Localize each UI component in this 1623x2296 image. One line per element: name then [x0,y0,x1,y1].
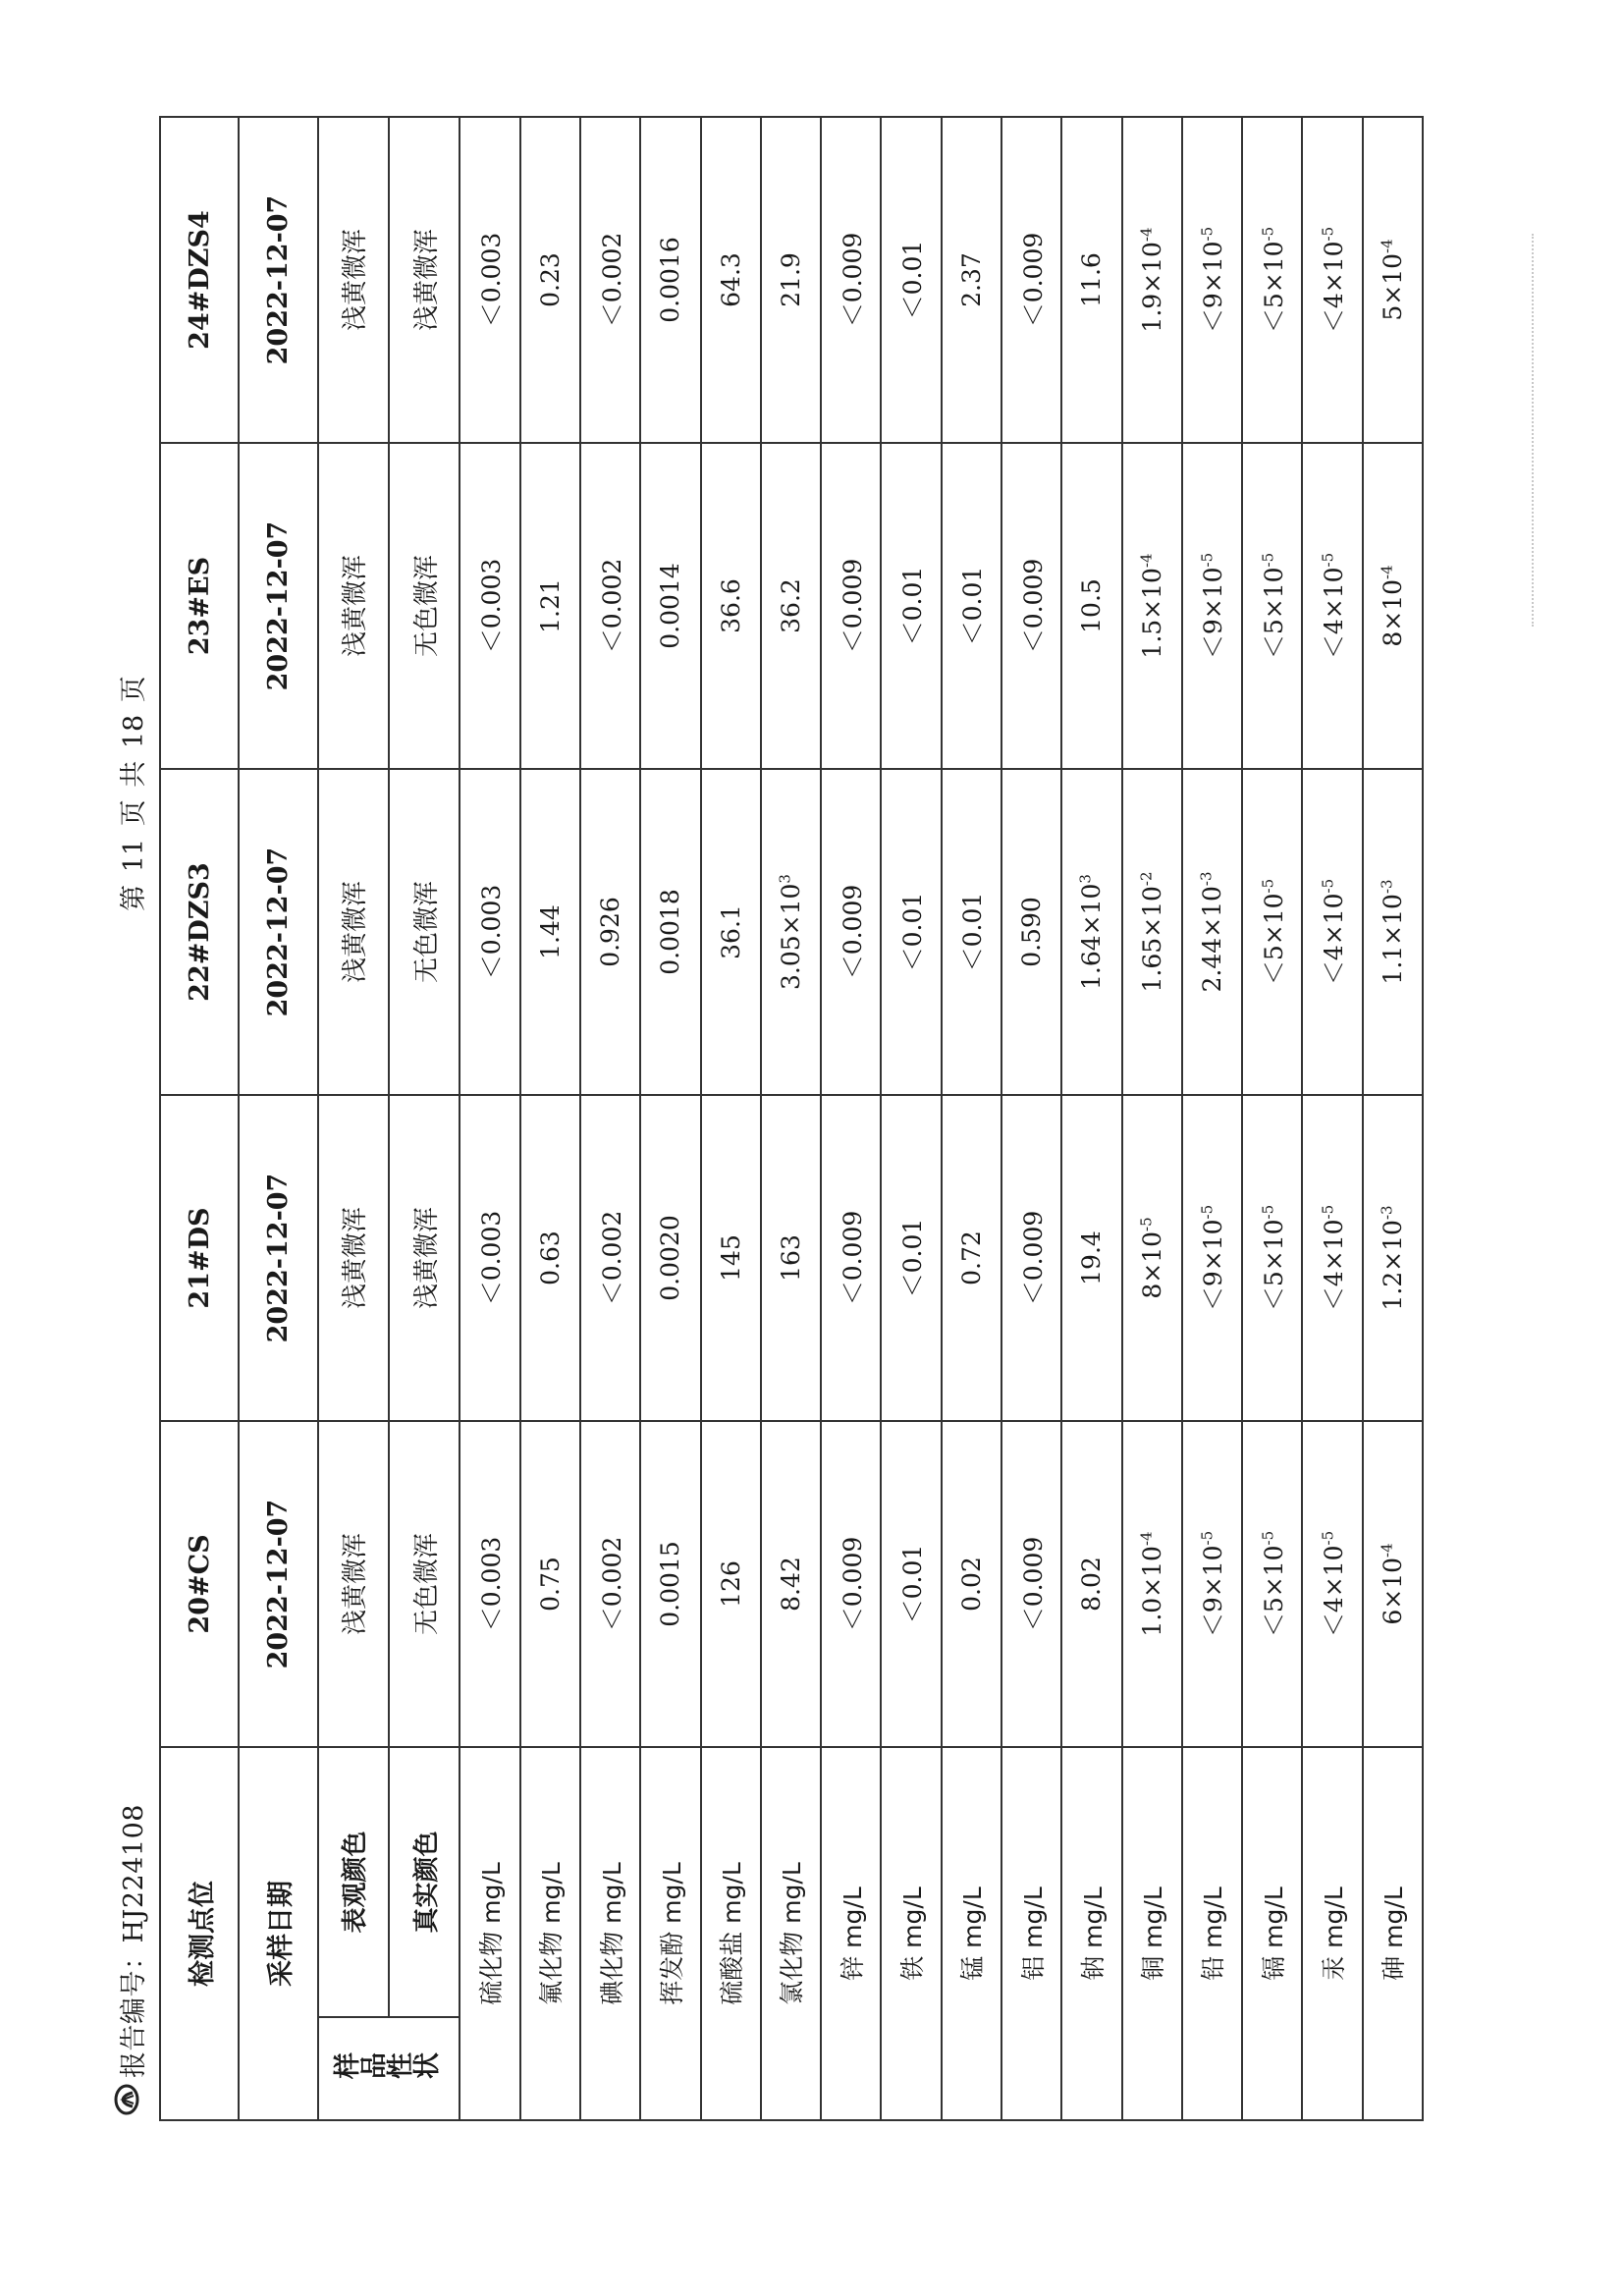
exponent: -5 [1259,226,1277,242]
parameter-label: 氟化物 mg/L [520,1747,580,2120]
parameter-label: 氯化物 mg/L [761,1747,821,2120]
measurement-value: ＜0.01 [942,769,1001,1095]
measurement-value: $8\times 10^{-4}$ [1363,443,1423,769]
measurement-value: 10.5 [1061,443,1121,769]
measurement-value: ＜0.01 [881,1095,941,1421]
parameter-label: 硫酸盐 mg/L [701,1747,761,2120]
station-row [160,117,239,2120]
measurement-value: ＜0.009 [1001,1421,1061,1747]
measurement-row [1363,117,1423,2120]
exponent: -5 [1137,1217,1156,1231]
measurement-value: ＜0.009 [821,1421,881,1747]
measurement-value: ＜0.003 [460,1421,519,1747]
parameter-label: 铁 mg/L [881,1747,941,2120]
parameter-label: 钠 mg/L [1061,1747,1121,2120]
parameter-label: 砷 mg/L [1363,1747,1423,2120]
measurement-value: ＜0.003 [460,443,519,769]
parameter-label: 锌 mg/L [821,1747,881,2120]
measurement-value: $1.0\times 10^{-4}$ [1122,1421,1182,1747]
apparent-color-value: 浅黄微浑 [318,117,389,443]
measurement-value: ＜0.002 [580,117,640,443]
measurement-value: $2.44\times 10^{-3}$ [1182,769,1242,1095]
measurement-row [580,117,640,2120]
true-color-value: 无色微浑 [389,443,460,769]
measurement-value: 21.9 [761,117,821,443]
measurement-value: $<4\times 10^{-5}$ [1302,117,1362,443]
measurement-value: 0.590 [1001,769,1061,1095]
measurement-value: 0.23 [520,117,580,443]
exponent: -4 [1137,1531,1156,1547]
measurement-value: 0.75 [520,1421,580,1747]
measurement-value: $<5\times 10^{-5}$ [1242,443,1302,769]
date-label: 采样日期 [239,1747,317,2120]
measurement-value: 0.72 [942,1095,1001,1421]
date-row [239,117,317,2120]
measurement-row [881,117,941,2120]
measurement-value: 0.02 [942,1421,1001,1747]
true-color-label: 真实颜色 [389,1747,460,2017]
measurement-row [1182,117,1242,2120]
measurement-value: ＜0.01 [881,1421,941,1747]
measurement-value: 0.0018 [640,769,700,1095]
exponent: -4 [1378,239,1396,253]
measurement-value: 145 [701,1095,761,1421]
true-color-value: 浅黄微浑 [389,1095,460,1421]
measurement-row [1302,117,1362,2120]
exponent: -5 [1199,552,1217,568]
measurement-value: $<4\times 10^{-5}$ [1302,1421,1362,1747]
measurement-value: ＜0.01 [881,443,941,769]
measurement-value: $<5\times 10^{-5}$ [1242,1421,1302,1747]
station-name: 21#DS [160,1095,239,1421]
true-color-row [389,117,460,2120]
parameter-label: 锰 mg/L [942,1747,1001,2120]
measurement-value: $1.64\times 10^3$ [1061,769,1121,1095]
measurement-value: $6\times 10^{-4}$ [1363,1421,1423,1747]
parameter-label: 镉 mg/L [1242,1747,1302,2120]
true-color-value: 浅黄微浑 [389,117,460,443]
parameter-label: 碘化物 mg/L [580,1747,640,2120]
measurement-value: 8.42 [761,1421,821,1747]
measurement-value: ＜0.009 [1001,1095,1061,1421]
measurement-row [1242,117,1302,2120]
measurement-value: $<4\times 10^{-5}$ [1302,443,1362,769]
measurement-value: ＜0.01 [881,117,941,443]
measurement-value: 2.37 [942,117,1001,443]
station-name: 22#DZS3 [160,769,239,1095]
measurement-row [520,117,580,2120]
apparent-color-label: 表观颜色 [318,1747,389,2017]
apparent-color-value: 浅黄微浑 [318,1095,389,1421]
measurement-row [640,117,700,2120]
measurement-value: ＜0.003 [460,117,519,443]
measurement-value: 0.0014 [640,443,700,769]
measurement-row [761,117,821,2120]
sample-date: 2022-12-07 [239,117,317,443]
apparent-color-value: 浅黄微浑 [318,1421,389,1747]
measurement-row [1122,117,1182,2120]
measurement-row [1061,117,1121,2120]
monitoring-results-table [159,116,1424,2121]
exponent: -5 [1319,878,1337,894]
measurement-value: $1.1\times 10^{-3}$ [1363,769,1423,1095]
sample-date: 2022-12-07 [239,443,317,769]
measurement-value: 36.6 [701,443,761,769]
measurement-value: $<5\times 10^{-5}$ [1242,1095,1302,1421]
measurement-value: ＜0.003 [460,1095,519,1421]
measurement-value: $1.9\times 10^{-4}$ [1122,117,1182,443]
parameter-label: 硫化物 mg/L [460,1747,519,2120]
exponent: -4 [1137,227,1156,243]
measurement-value: ＜0.009 [821,117,881,443]
measurement-value: ＜0.002 [580,1421,640,1747]
exponent: -3 [1197,871,1216,887]
measurement-value: ＜0.009 [821,769,881,1095]
exponent: 3 [776,874,794,884]
measurement-value: 0.926 [580,769,640,1095]
station-name: 20#CS [160,1421,239,1747]
sample-date: 2022-12-07 [239,1421,317,1747]
apparent-color-value: 浅黄微浑 [318,769,389,1095]
exponent: -4 [1378,565,1396,579]
measurement-value: 19.4 [1061,1095,1121,1421]
measurement-value: 0.0016 [640,117,700,443]
sample-date: 2022-12-07 [239,1095,317,1421]
measurement-value: ＜0.009 [821,1095,881,1421]
measurement-value: ＜0.009 [821,443,881,769]
parameter-label: 挥发酚 mg/L [640,1747,700,2120]
parameter-label: 铜 mg/L [1122,1747,1182,2120]
measurement-value: ＜0.002 [580,1095,640,1421]
measurement-value: $<9\times 10^{-5}$ [1182,117,1242,443]
exponent: -5 [1259,1530,1277,1546]
exponent: 3 [1077,874,1096,884]
measurement-value: $<4\times 10^{-5}$ [1302,769,1362,1095]
page-number: 第 11 页 共 18 页 [119,676,149,911]
measurement-value: ＜0.01 [881,769,941,1095]
sample-date: 2022-12-07 [239,769,317,1095]
exponent: -4 [1137,553,1156,569]
measurement-value: ＜0.01 [942,443,1001,769]
exponent: -5 [1199,1530,1217,1546]
exponent: -5 [1259,878,1277,894]
station-name: 24#DZS4 [160,117,239,443]
company-logo-icon [114,2084,139,2115]
measurement-row [821,117,881,2120]
measurement-value: 163 [761,1095,821,1421]
station-label: 检测点位 [160,1747,239,2120]
measurement-value: 0.63 [520,1095,580,1421]
exponent: -5 [1319,1530,1337,1546]
measurement-value: ＜0.009 [1001,117,1061,443]
parameter-label: 铅 mg/L [1182,1747,1242,2120]
exponent: -5 [1199,226,1217,242]
parameter-label: 汞 mg/L [1302,1747,1362,2120]
property-label-text: 样品性状 [332,2053,439,2084]
measurement-value: $<5\times 10^{-5}$ [1242,769,1302,1095]
measurement-row [1001,117,1061,2120]
scan-artifact [1532,234,1538,627]
measurement-value: 8.02 [1061,1421,1121,1747]
measurement-value: $1.65\times 10^{-2}$ [1122,769,1182,1095]
measurement-value: $<9\times 10^{-5}$ [1182,443,1242,769]
exponent: -5 [1259,1204,1277,1220]
exponent: -3 [1378,879,1396,895]
measurement-value: 1.21 [520,443,580,769]
true-color-value: 无色微浑 [389,769,460,1095]
measurement-value: 36.2 [761,443,821,769]
apparent-color-row [318,117,389,2120]
measurement-value: $1.5\times 10^{-4}$ [1122,443,1182,769]
measurement-value: ＜0.003 [460,769,519,1095]
exponent: -5 [1199,1204,1217,1220]
measurement-value: 0.0020 [640,1095,700,1421]
exponent: -5 [1319,1204,1337,1220]
measurement-value: 126 [701,1421,761,1747]
measurement-value: $8\times 10^{-5}$ [1122,1095,1182,1421]
measurement-row [460,117,519,2120]
property-label [318,2017,460,2120]
measurement-value: $5\times 10^{-4}$ [1363,117,1423,443]
measurement-row [701,117,761,2120]
apparent-color-value: 浅黄微浑 [318,443,389,769]
measurement-value: 64.3 [701,117,761,443]
report-number: 报告编号：HJ224108 [119,1804,149,2078]
exponent: -4 [1378,1543,1396,1558]
measurement-value: 11.6 [1061,117,1121,443]
exponent: -2 [1137,871,1156,887]
measurement-value: 0.0015 [640,1421,700,1747]
exponent: -5 [1319,226,1337,242]
exponent: -3 [1378,1205,1396,1221]
measurement-value: 1.44 [520,769,580,1095]
measurement-value: ＜0.009 [1001,443,1061,769]
measurement-value: $<4\times 10^{-5}$ [1302,1095,1362,1421]
station-name: 23#ES [160,443,239,769]
exponent: -5 [1319,552,1337,568]
parameter-label: 铝 mg/L [1001,1747,1061,2120]
measurement-row [942,117,1001,2120]
measurement-value: ＜0.002 [580,443,640,769]
measurement-value: $<9\times 10^{-5}$ [1182,1095,1242,1421]
measurement-value: $<9\times 10^{-5}$ [1182,1421,1242,1747]
measurement-value: $1.2\times 10^{-3}$ [1363,1095,1423,1421]
measurement-value: $<5\times 10^{-5}$ [1242,117,1302,443]
measurement-value: 36.1 [701,769,761,1095]
exponent: -5 [1259,552,1277,568]
measurement-value: $3.05\times 10^3$ [761,769,821,1095]
true-color-value: 无色微浑 [389,1421,460,1747]
